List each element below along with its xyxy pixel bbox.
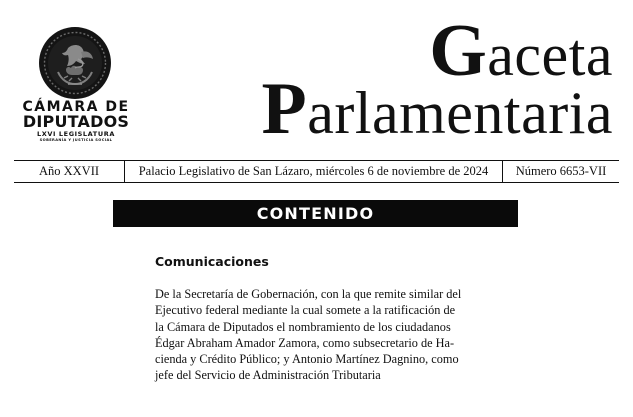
body-line: De la Secretaría de Gobernación, con la que remite similar del [155, 287, 462, 301]
chamber-name-line2: DIPUTADOS [22, 112, 130, 131]
title-initial-p: P [261, 68, 308, 150]
legislature-motto: SOBERANÍA Y JUSTICIA SOCIAL [39, 138, 113, 142]
section-heading: Comunicaciones [155, 254, 269, 269]
issue-place-date: Palacio Legislativo de San Lázaro, miércoles 6 de noviembre de 2024 [125, 161, 503, 182]
title-rest-line1: aceta [487, 22, 613, 88]
issue-number: Número 6653-VII [515, 164, 607, 178]
body-line: jefe del Servicio de Administración Tributaria [155, 368, 381, 383]
issue-year: Año XXVII [14, 161, 125, 182]
title-rest-line2: arlamentaria [307, 80, 613, 146]
legislature-label: LXVI LEGISLATURA [37, 130, 115, 138]
section-body [155, 286, 480, 384]
body-line: Édgar Abraham Amador Zamora, como subsecretario de Ha- [155, 335, 455, 350]
body-line: la Cámara de Diputados el nombramiento de los ciudadanos [155, 319, 451, 334]
issue-info-bar [14, 160, 619, 183]
national-seal-icon [38, 26, 112, 100]
contents-banner: CONTENIDO [113, 200, 518, 227]
title-initial-g: G [429, 10, 488, 92]
body-line: Ejecutivo federal mediante la cual somete a la ratificación de [155, 303, 456, 318]
chamber-logo [14, 26, 138, 148]
chamber-name-line1: CÁMARA DE [22, 99, 130, 115]
publication-title-line2 [261, 68, 614, 150]
body-line: cienda y Crédito Público; y Antonio Martínez Dagnino, como [155, 352, 459, 367]
